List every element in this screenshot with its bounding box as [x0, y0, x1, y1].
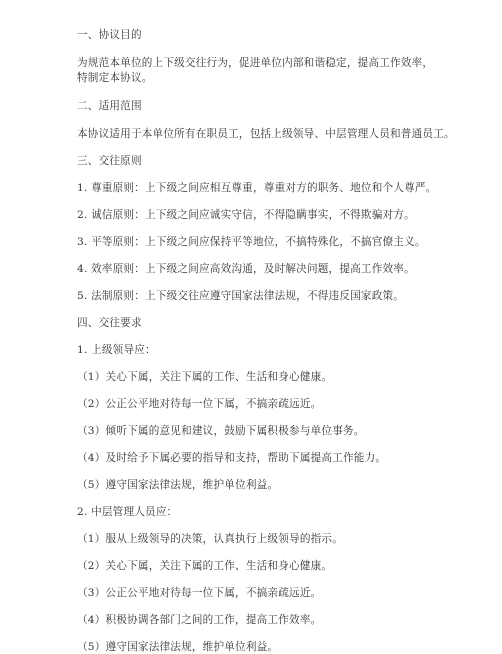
list-item: 4. 效率原则：上下级之间应高效沟通，及时解决问题，提高工作效率。 — [77, 263, 415, 275]
list-item: （2）公正公平地对待每一位下属，不搞亲疏远近。 — [77, 398, 322, 410]
list-item: （3）倾听下属的意见和建议，鼓励下属积极参与单位事务。 — [77, 425, 365, 437]
list-item: （3）公正公平地对待每一位下属，不搞亲疏远近。 — [77, 587, 322, 599]
subsection-heading-leaders: 1. 上级领导应： — [77, 344, 156, 356]
section-heading-purpose: 一、协议目的 — [77, 29, 142, 41]
list-item: （4）及时给予下属必要的指导和支持，帮助下属提高工作能力。 — [77, 452, 387, 464]
list-item: 3. 平等原则：上下级之间应保持平等地位，不搞特殊化，不搞官僚主义。 — [77, 236, 426, 248]
list-item: （5）遵守国家法律法规，维护单位利益。 — [77, 641, 279, 653]
section-heading-requirements: 四、交往要求 — [77, 317, 142, 329]
list-item: 2. 诚信原则：上下级之间应诚实守信，不得隐瞒事实，不得欺骗对方。 — [77, 209, 415, 221]
list-item: 1. 尊重原则：上下级之间应相互尊重，尊重对方的职务、地位和个人尊严。 — [77, 182, 437, 194]
list-item: （1）关心下属，关注下属的工作、生活和身心健康。 — [77, 371, 333, 383]
list-item: （5）遵守国家法律法规，维护单位利益。 — [77, 479, 279, 491]
section-body-purpose: 为规范本单位的上下级交往行为，促进单位内部和谐稳定，提高工作效率，特制定本协议。 — [77, 57, 434, 84]
list-item: （1）服从上级领导的决策，认真执行上级领导的指示。 — [77, 533, 343, 545]
list-item: 5. 法制原则：上下级交往应遵守国家法律法规，不得违反国家政策。 — [77, 290, 405, 302]
list-item: （4）积极协调各部门之间的工作，提高工作效率。 — [77, 614, 322, 626]
section-heading-scope: 二、适用范围 — [77, 100, 142, 112]
list-item: （2）关心下属，关注下属的工作、生活和身心健康。 — [77, 560, 333, 572]
section-heading-principles: 三、交往原则 — [77, 155, 142, 167]
subsection-heading-middle-managers: 2. 中层管理人员应： — [77, 506, 178, 518]
section-body-scope: 本协议适用于本单位所有在职员工，包括上级领导、中层管理人员和普通员工。 — [77, 128, 455, 140]
